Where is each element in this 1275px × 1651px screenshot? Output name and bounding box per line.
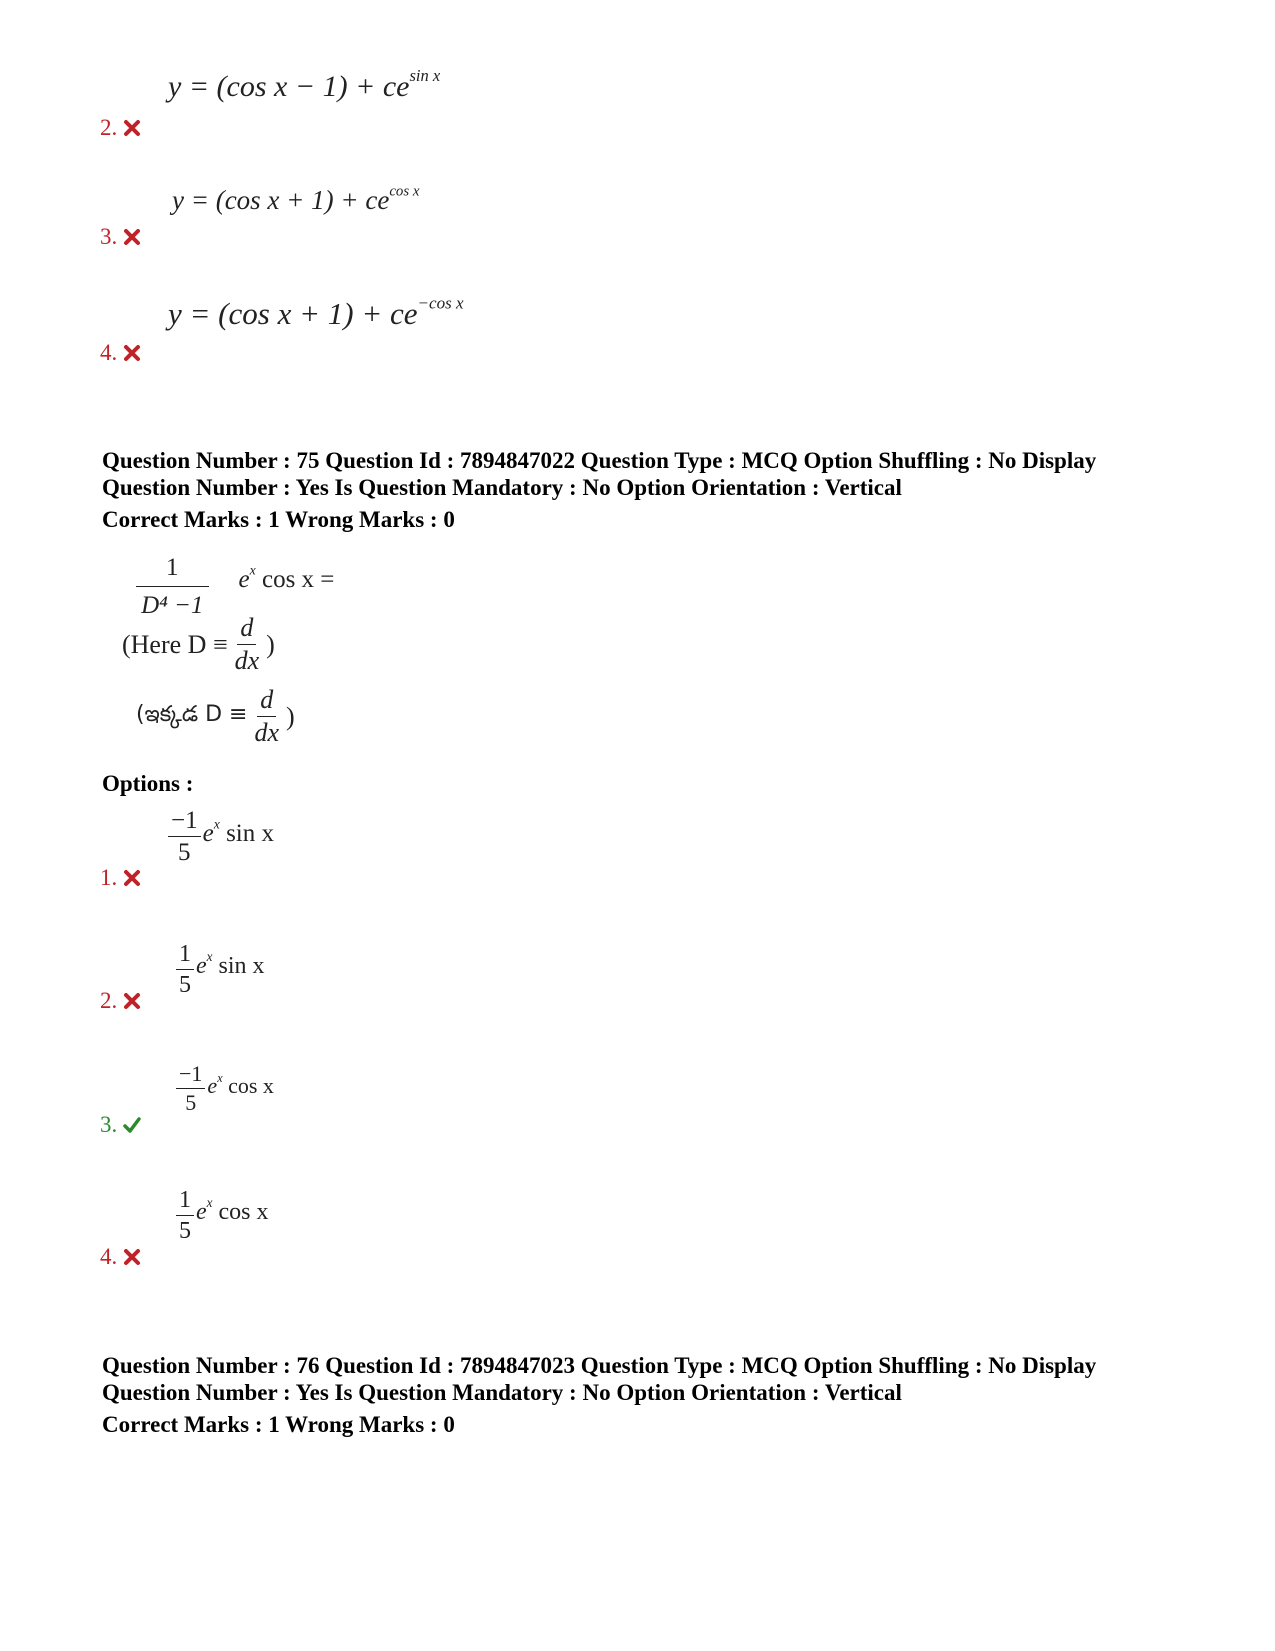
cross-mark-icon bbox=[123, 344, 141, 362]
q75-option-2-number: 2. bbox=[100, 988, 118, 1013]
q75-stem-exp-base: e bbox=[238, 565, 250, 593]
q75-stem-rhs bbox=[238, 562, 335, 594]
q75-stem-frac-den: D⁴ −1 bbox=[141, 592, 204, 619]
q75-here-close: ) bbox=[266, 629, 275, 659]
q75-stem-expression bbox=[136, 555, 334, 618]
q75-telugu-d-num: d bbox=[257, 687, 276, 717]
q75-option-3-exp-sup: x bbox=[217, 1070, 223, 1085]
q75-option-2-coef bbox=[176, 942, 194, 997]
q75-option-4-expression bbox=[176, 1188, 269, 1243]
q75-option-1-label bbox=[100, 865, 141, 891]
q75-meta-line-1: Question Number : 75 Question Id : 7894847022 Question Type : MCQ Option Shuffling : No Display bbox=[102, 448, 1097, 473]
q75-option-2-expression bbox=[176, 942, 265, 997]
prev-option-2-number: 2. bbox=[100, 115, 118, 140]
q75-option-3-func: cos x bbox=[228, 1072, 274, 1098]
q75-option-4-exp-sup: x bbox=[206, 1195, 213, 1211]
prev-option-4-label bbox=[100, 340, 141, 366]
prev-option-4-expr-sup: −cos x bbox=[417, 293, 464, 313]
q75-stem-fraction bbox=[136, 555, 209, 618]
prev-option-4-expr-main: y = (cos x + 1) + ce bbox=[168, 296, 418, 331]
q75-telugu-close: ) bbox=[286, 701, 295, 731]
q75-option-3-coef bbox=[176, 1063, 205, 1114]
q75-option-1-coef bbox=[168, 808, 201, 865]
q75-option-2-coef-num: 1 bbox=[176, 942, 194, 970]
q75-options-label: Options : bbox=[102, 771, 194, 796]
cross-mark-icon bbox=[123, 228, 141, 246]
q75-telugu-definition bbox=[136, 687, 295, 746]
q75-telugu-d-fraction bbox=[252, 687, 283, 746]
q75-option-3-number: 3. bbox=[100, 1112, 118, 1137]
q75-option-3-coef-den: 5 bbox=[185, 1090, 197, 1115]
q75-option-4-label bbox=[100, 1244, 141, 1270]
q75-option-3-exp-base: e bbox=[207, 1072, 218, 1098]
q75-option-3-coef-num: −1 bbox=[176, 1063, 205, 1089]
cross-mark-icon bbox=[123, 992, 141, 1010]
q75-option-4-number: 4. bbox=[100, 1244, 118, 1269]
q75-here-definition bbox=[122, 615, 275, 674]
prev-option-3-expr-sup: cos x bbox=[389, 183, 420, 200]
q76-meta-line-2: Question Number : Yes Is Question Mandatory : No Option Orientation : Vertical bbox=[102, 1380, 902, 1405]
check-mark-icon bbox=[123, 1116, 141, 1134]
q75-marks-line: Correct Marks : 1 Wrong Marks : 0 bbox=[102, 507, 455, 532]
q75-telugu-label: (ఇక్కడ D ≡ bbox=[136, 701, 248, 727]
q76-meta-line-1: Question Number : 76 Question Id : 7894847023 Question Type : MCQ Option Shuffling : No Display bbox=[102, 1353, 1097, 1378]
prev-option-2-label bbox=[100, 115, 141, 141]
q75-option-1-exp-base: e bbox=[202, 819, 214, 847]
prev-option-3-expr-main: y = (cos x + 1) + ce bbox=[172, 185, 390, 215]
prev-option-3-expression bbox=[172, 185, 419, 216]
q75-option-4-coef-num: 1 bbox=[176, 1188, 194, 1216]
prev-option-3-number: 3. bbox=[100, 224, 118, 249]
prev-option-2-expression bbox=[168, 66, 441, 104]
q75-option-2-func: sin x bbox=[218, 953, 265, 979]
cross-mark-icon bbox=[123, 869, 141, 887]
prev-option-4-expression bbox=[168, 293, 464, 332]
q75-option-3-expression bbox=[176, 1063, 274, 1114]
q75-option-2-exp-sup: x bbox=[206, 949, 213, 965]
prev-option-2-expr-sup: sin x bbox=[409, 66, 441, 86]
q75-here-d-fraction bbox=[232, 615, 263, 674]
prev-option-4-number: 4. bbox=[100, 340, 118, 365]
cross-mark-icon bbox=[123, 1248, 141, 1266]
q75-stem-exp-sup: x bbox=[249, 562, 256, 578]
q75-meta-line-2: Question Number : Yes Is Question Mandatory : No Option Orientation : Vertical bbox=[102, 475, 902, 500]
q75-option-2-exp-base: e bbox=[196, 953, 207, 979]
q75-option-4-coef-den: 5 bbox=[179, 1218, 191, 1244]
q75-option-2-label bbox=[100, 988, 141, 1014]
q75-option-1-number: 1. bbox=[100, 865, 118, 890]
q75-option-4-func: cos x bbox=[218, 1199, 269, 1225]
q75-stem-frac-num: 1 bbox=[136, 555, 209, 587]
q75-here-d-den: dx bbox=[234, 646, 260, 675]
q75-telugu-d-den: dx bbox=[254, 718, 280, 747]
q75-option-1-exp-sup: x bbox=[213, 816, 220, 832]
q75-option-2-coef-den: 5 bbox=[179, 972, 191, 998]
q75-option-1-coef-num: −1 bbox=[168, 808, 201, 837]
q75-option-1-func: sin x bbox=[226, 819, 275, 847]
prev-option-3-label bbox=[100, 224, 141, 250]
q75-option-4-coef bbox=[176, 1188, 194, 1243]
q75-stem-rest: cos x = bbox=[261, 565, 335, 593]
q75-option-1-coef-den: 5 bbox=[178, 839, 191, 866]
q75-here-label: (Here D ≡ bbox=[122, 629, 228, 659]
q75-option-1-expression bbox=[168, 808, 274, 865]
q75-option-4-exp-base: e bbox=[196, 1199, 207, 1225]
q75-here-d-num: d bbox=[237, 615, 256, 645]
cross-mark-icon bbox=[123, 119, 141, 137]
q75-option-3-label bbox=[100, 1112, 141, 1138]
prev-option-2-expr-main: y = (cos x − 1) + ce bbox=[168, 70, 410, 103]
q76-marks-line: Correct Marks : 1 Wrong Marks : 0 bbox=[102, 1412, 455, 1437]
